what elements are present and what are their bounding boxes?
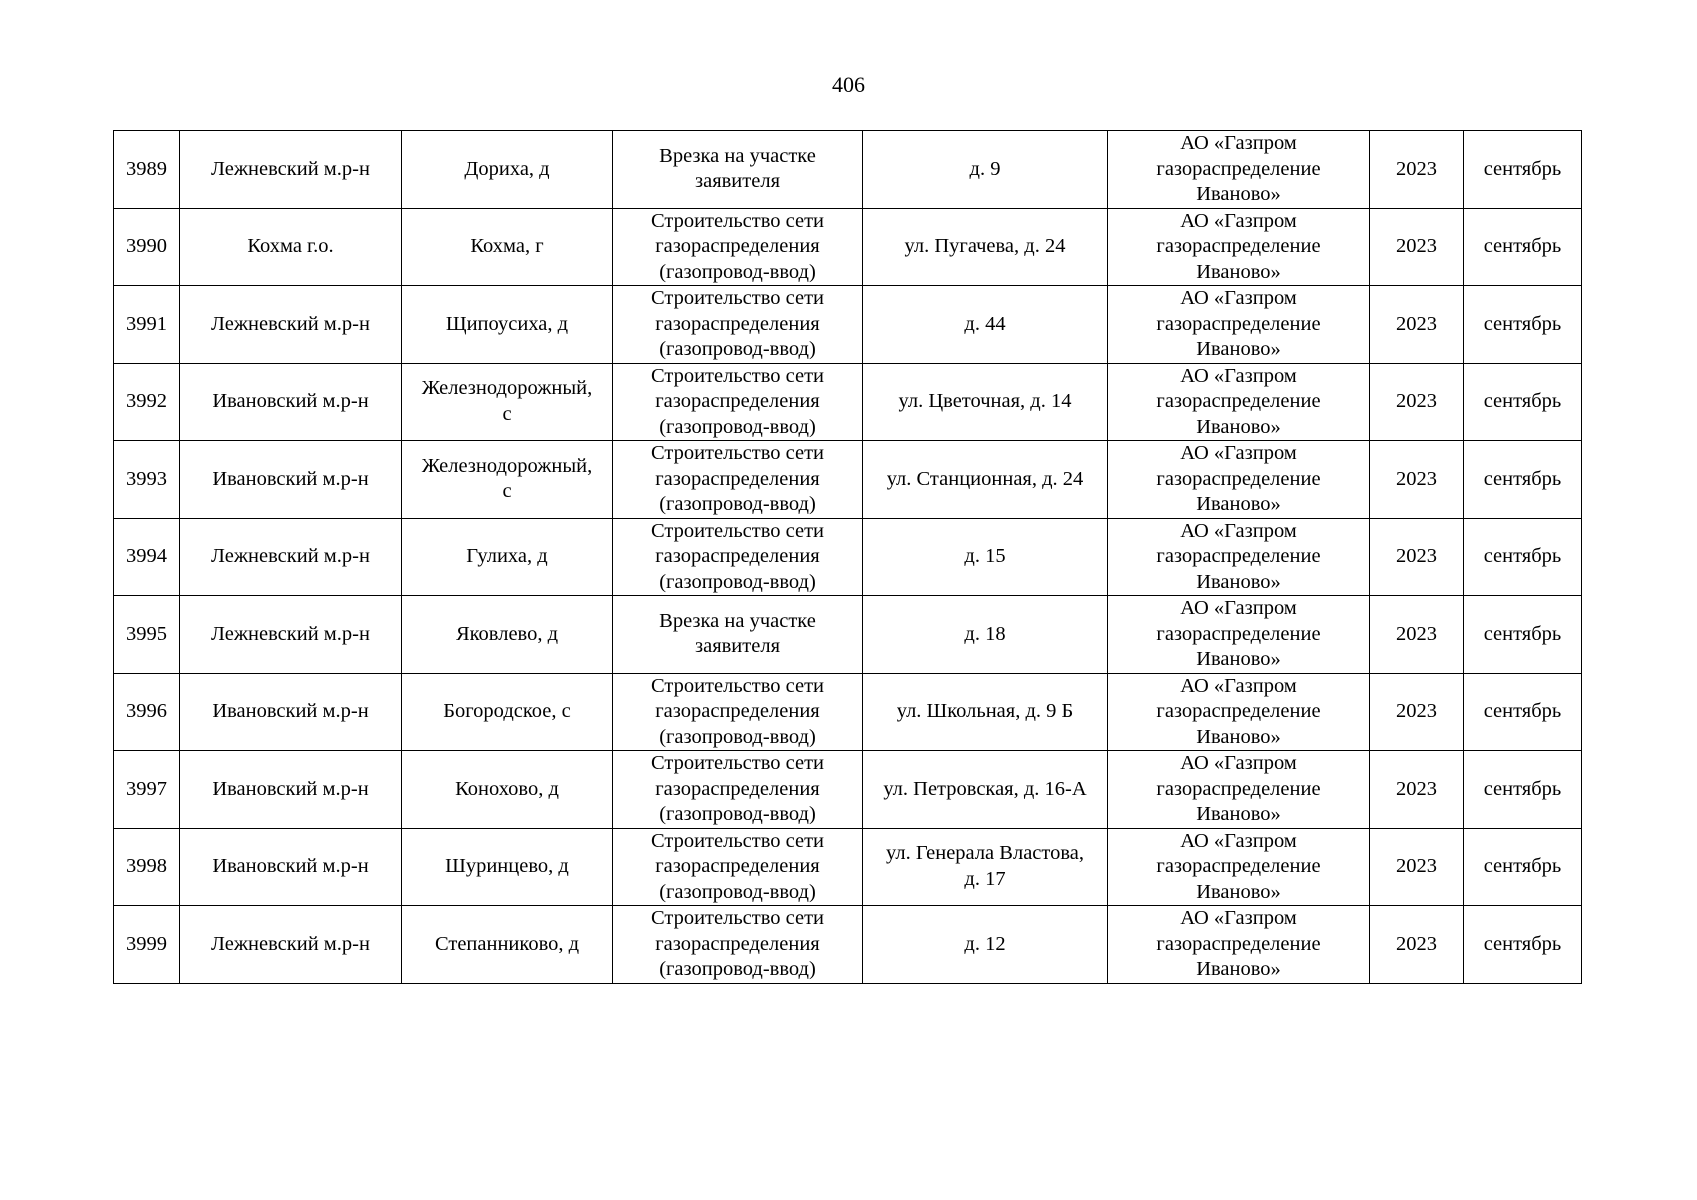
address-cell: д. 44 bbox=[863, 286, 1108, 364]
address-cell: ул. Петровская, д. 16-А bbox=[863, 751, 1108, 829]
table-row bbox=[114, 441, 1582, 519]
organization-cell: АО «Газпром газораспределение Иваново» bbox=[1108, 673, 1370, 751]
table-row bbox=[114, 131, 1582, 209]
row-number-cell: 3998 bbox=[114, 828, 180, 906]
month-cell: сентябрь bbox=[1464, 131, 1582, 209]
row-number-cell: 3994 bbox=[114, 518, 180, 596]
work-type-cell: Строительство сети газораспределения (газопровод-ввод) bbox=[613, 751, 863, 829]
district-cell: Ивановский м.р-н bbox=[180, 751, 402, 829]
work-type-cell: Строительство сети газораспределения (газопровод-ввод) bbox=[613, 906, 863, 984]
table-row bbox=[114, 751, 1582, 829]
row-number-cell: 3989 bbox=[114, 131, 180, 209]
year-cell: 2023 bbox=[1370, 286, 1464, 364]
work-type-cell: Строительство сети газораспределения (газопровод-ввод) bbox=[613, 286, 863, 364]
table-row bbox=[114, 208, 1582, 286]
row-number-cell: 3990 bbox=[114, 208, 180, 286]
organization-cell: АО «Газпром газораспределение Иваново» bbox=[1108, 828, 1370, 906]
address-cell: ул. Станционная, д. 24 bbox=[863, 441, 1108, 519]
year-cell: 2023 bbox=[1370, 828, 1464, 906]
organization-cell: АО «Газпром газораспределение Иваново» bbox=[1108, 596, 1370, 674]
locality-cell: Шуринцево, д bbox=[402, 828, 613, 906]
year-cell: 2023 bbox=[1370, 208, 1464, 286]
year-cell: 2023 bbox=[1370, 751, 1464, 829]
table-row bbox=[114, 363, 1582, 441]
district-cell: Лежневский м.р-н bbox=[180, 518, 402, 596]
row-number-cell: 3996 bbox=[114, 673, 180, 751]
table-body bbox=[114, 131, 1582, 984]
year-cell: 2023 bbox=[1370, 518, 1464, 596]
row-number-cell: 3999 bbox=[114, 906, 180, 984]
locality-cell: Богородское, с bbox=[402, 673, 613, 751]
address-cell: ул. Школьная, д. 9 Б bbox=[863, 673, 1108, 751]
district-cell: Лежневский м.р-н bbox=[180, 131, 402, 209]
organization-cell: АО «Газпром газораспределение Иваново» bbox=[1108, 208, 1370, 286]
organization-cell: АО «Газпром газораспределение Иваново» bbox=[1108, 131, 1370, 209]
month-cell: сентябрь bbox=[1464, 363, 1582, 441]
table-row bbox=[114, 828, 1582, 906]
district-cell: Лежневский м.р-н bbox=[180, 286, 402, 364]
address-cell: д. 15 bbox=[863, 518, 1108, 596]
work-type-cell: Строительство сети газораспределения (газопровод-ввод) bbox=[613, 518, 863, 596]
month-cell: сентябрь bbox=[1464, 828, 1582, 906]
work-type-cell: Строительство сети газораспределения (газопровод-ввод) bbox=[613, 363, 863, 441]
organization-cell: АО «Газпром газораспределение Иваново» bbox=[1108, 363, 1370, 441]
locality-cell: Кохма, г bbox=[402, 208, 613, 286]
month-cell: сентябрь bbox=[1464, 906, 1582, 984]
address-cell: ул. Цветочная, д. 14 bbox=[863, 363, 1108, 441]
month-cell: сентябрь bbox=[1464, 596, 1582, 674]
year-cell: 2023 bbox=[1370, 441, 1464, 519]
district-cell: Кохма г.о. bbox=[180, 208, 402, 286]
organization-cell: АО «Газпром газораспределение Иваново» bbox=[1108, 751, 1370, 829]
month-cell: сентябрь bbox=[1464, 518, 1582, 596]
district-cell: Ивановский м.р-н bbox=[180, 363, 402, 441]
district-cell: Лежневский м.р-н bbox=[180, 596, 402, 674]
page-number: 406 bbox=[832, 72, 865, 97]
month-cell: сентябрь bbox=[1464, 286, 1582, 364]
locality-cell: Дориха, д bbox=[402, 131, 613, 209]
organization-cell: АО «Газпром газораспределение Иваново» bbox=[1108, 906, 1370, 984]
locality-cell: Конохово, д bbox=[402, 751, 613, 829]
month-cell: сентябрь bbox=[1464, 673, 1582, 751]
table-row bbox=[114, 596, 1582, 674]
locality-cell: Железнодорожный, с bbox=[402, 441, 613, 519]
row-number-cell: 3992 bbox=[114, 363, 180, 441]
address-cell: д. 18 bbox=[863, 596, 1108, 674]
organization-cell: АО «Газпром газораспределение Иваново» bbox=[1108, 286, 1370, 364]
organization-cell: АО «Газпром газораспределение Иваново» bbox=[1108, 441, 1370, 519]
district-cell: Ивановский м.р-н bbox=[180, 673, 402, 751]
organization-cell: АО «Газпром газораспределение Иваново» bbox=[1108, 518, 1370, 596]
locality-cell: Степанниково, д bbox=[402, 906, 613, 984]
work-type-cell: Строительство сети газораспределения (газопровод-ввод) bbox=[613, 673, 863, 751]
month-cell: сентябрь bbox=[1464, 751, 1582, 829]
locality-cell: Щипоусиха, д bbox=[402, 286, 613, 364]
table-row bbox=[114, 286, 1582, 364]
address-cell: д. 12 bbox=[863, 906, 1108, 984]
locality-cell: Гулиха, д bbox=[402, 518, 613, 596]
district-cell: Ивановский м.р-н bbox=[180, 441, 402, 519]
month-cell: сентябрь bbox=[1464, 208, 1582, 286]
work-type-cell: Врезка на участке заявителя bbox=[613, 596, 863, 674]
table-row bbox=[114, 673, 1582, 751]
row-number-cell: 3995 bbox=[114, 596, 180, 674]
district-cell: Ивановский м.р-н bbox=[180, 828, 402, 906]
address-cell: д. 9 bbox=[863, 131, 1108, 209]
row-number-cell: 3993 bbox=[114, 441, 180, 519]
row-number-cell: 3991 bbox=[114, 286, 180, 364]
month-cell: сентябрь bbox=[1464, 441, 1582, 519]
work-type-cell: Строительство сети газораспределения (газопровод-ввод) bbox=[613, 208, 863, 286]
year-cell: 2023 bbox=[1370, 906, 1464, 984]
year-cell: 2023 bbox=[1370, 131, 1464, 209]
address-cell: ул. Пугачева, д. 24 bbox=[863, 208, 1108, 286]
work-type-cell: Строительство сети газораспределения (газопровод-ввод) bbox=[613, 441, 863, 519]
year-cell: 2023 bbox=[1370, 363, 1464, 441]
year-cell: 2023 bbox=[1370, 673, 1464, 751]
locality-cell: Яковлево, д bbox=[402, 596, 613, 674]
work-type-cell: Строительство сети газораспределения (газопровод-ввод) bbox=[613, 828, 863, 906]
district-cell: Лежневский м.р-н bbox=[180, 906, 402, 984]
row-number-cell: 3997 bbox=[114, 751, 180, 829]
locality-cell: Железнодорожный, с bbox=[402, 363, 613, 441]
table-row bbox=[114, 906, 1582, 984]
table-row bbox=[114, 518, 1582, 596]
year-cell: 2023 bbox=[1370, 596, 1464, 674]
work-type-cell: Врезка на участке заявителя bbox=[613, 131, 863, 209]
gasification-table bbox=[113, 130, 1582, 984]
address-cell: ул. Генерала Властова, д. 17 bbox=[863, 828, 1108, 906]
